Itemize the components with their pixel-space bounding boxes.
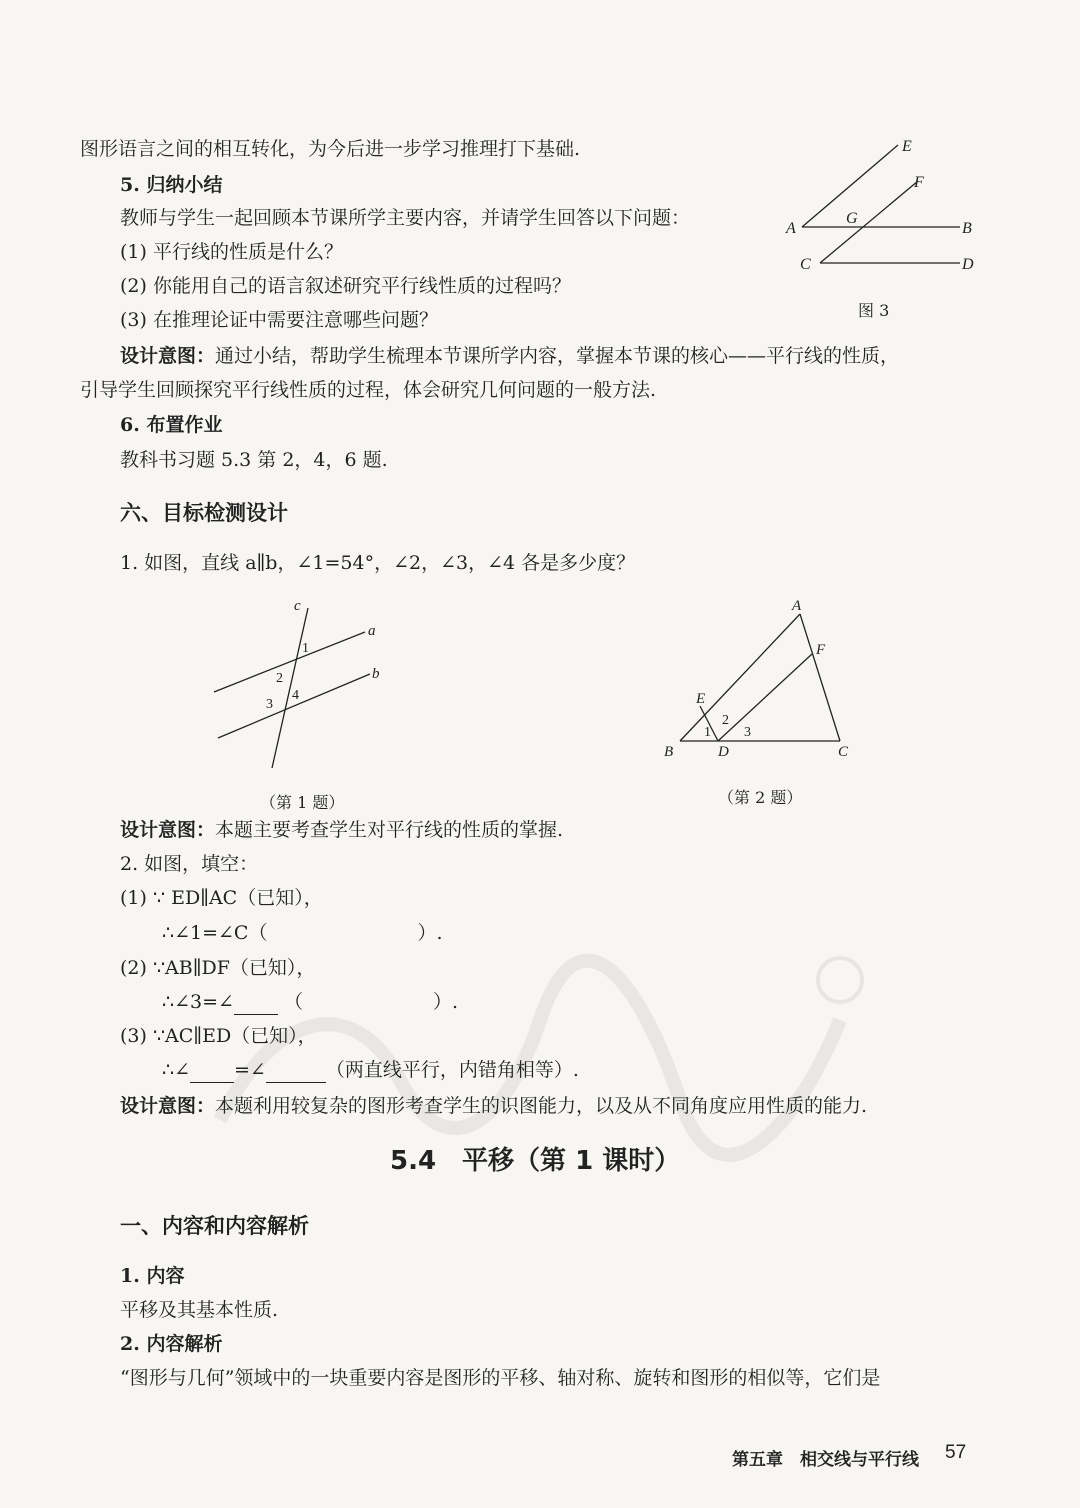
figure-q1-caption: （第 1 题）: [260, 793, 345, 812]
label-E: E: [696, 691, 706, 707]
analysis-heading: 2. 内容解析: [120, 1333, 223, 1355]
side-AB: [680, 614, 800, 741]
intent-text: 本题主要考查学生对平行线的性质的掌握.: [215, 819, 564, 841]
label-A: A: [792, 598, 802, 614]
content-text: 平移及其基本性质.: [120, 1299, 279, 1321]
q2-step1b: ∴∠1=∠C（ ）.: [162, 922, 443, 944]
label-G: G: [846, 210, 858, 227]
figure-3: [780, 135, 1000, 285]
intent-label: 设计意图：: [120, 1095, 216, 1117]
summary-heading: 5. 归纳小结: [120, 174, 223, 196]
page-number: 57: [945, 1442, 967, 1463]
line-a: [214, 632, 365, 692]
figure-q2-caption: （第 2 题）: [718, 788, 803, 807]
q2-step1a: (1) ∵ ED∥AC（已知），: [120, 887, 323, 909]
label-B: B: [664, 744, 674, 760]
figure-q2: [660, 596, 860, 766]
angle-3: 3: [744, 725, 751, 740]
intent-text: 本题利用较复杂的图形考查学生的识图能力，以及从不同角度应用性质的能力.: [215, 1095, 868, 1117]
angle-1: 1: [302, 641, 309, 656]
angle-1: 1: [704, 725, 711, 740]
analysis-text: “图形与几何”领域中的一块重要内容是图形的平移、轴对称、旋转和图形的相似等，它们是: [120, 1367, 881, 1389]
angle-4: 4: [292, 688, 299, 703]
figure-3-caption: 图 3: [858, 301, 890, 320]
label-E: E: [902, 138, 912, 155]
summary-question: (1) 平行线的性质是什么？: [120, 241, 343, 263]
label-B: B: [962, 220, 972, 237]
intent-label: 设计意图：: [120, 819, 216, 841]
summary-intent: [120, 343, 899, 369]
angle-3: 3: [266, 697, 273, 712]
section-1-heading: 一、内容和内容解析: [120, 1214, 309, 1238]
label-c: c: [294, 598, 301, 614]
q1-intent: [120, 817, 563, 843]
q2-step3b: ∴∠ =∠ （两直线平行，内错角相等）.: [162, 1059, 579, 1081]
lesson-title: 5.4 平移（第 1 课时）: [390, 1146, 681, 1176]
homework-heading: 6. 布置作业: [120, 414, 223, 436]
label-C: C: [800, 256, 811, 273]
label-A: A: [786, 220, 796, 237]
intent-label: 设计意图：: [120, 345, 216, 367]
line-CF: [820, 181, 918, 263]
q1-text: 1. 如图，直线 a∥b，∠1=54°，∠2，∠3，∠4 各是多少度？: [120, 552, 636, 574]
q2-step2a: (2) ∵AB∥DF（已知），: [120, 957, 316, 979]
angle-2: 2: [276, 671, 283, 686]
summary-intent-cont: 引导学生回顾探究平行线性质的过程，体会研究几何问题的一般方法.: [80, 379, 657, 401]
label-F: F: [914, 174, 924, 191]
line-b: [218, 674, 370, 738]
label-D: D: [718, 744, 729, 760]
label-C: C: [838, 744, 849, 760]
side-AC: [800, 614, 840, 741]
homework-text: 教科书习题 5.3 第 2，4，6 题.: [120, 449, 388, 471]
label-b: b: [372, 666, 380, 682]
angle-2: 2: [722, 713, 729, 728]
label-F: F: [816, 642, 826, 658]
label-D: D: [962, 256, 974, 273]
intent-text: 通过小结，帮助学生梳理本节课所学内容，掌握本节课的核心——平行线的性质，: [215, 345, 900, 367]
q2-step3a: (3) ∵AC∥ED（已知），: [120, 1025, 317, 1047]
figure-q1: [210, 598, 410, 773]
summary-lead: 教师与学生一起回顾本节课所学主要内容，并请学生回答以下问题：: [120, 207, 691, 229]
content-heading: 1. 内容: [120, 1265, 185, 1287]
line-c: [272, 608, 308, 768]
chapter-footer: 第五章 相交线与平行线: [732, 1450, 919, 1470]
q2-step2b: ∴∠3=∠ （ ）.: [162, 991, 459, 1013]
summary-question: (2) 你能用自己的语言叙述研究平行线性质的过程吗？: [120, 275, 571, 297]
segment-DF: [718, 654, 812, 741]
section-6-heading: 六、目标检测设计: [120, 501, 288, 525]
q2-text: 2. 如图，填空：: [120, 853, 259, 875]
intro-line: 图形语言之间的相互转化，为今后进一步学习推理打下基础.: [80, 138, 581, 160]
summary-question: (3) 在推理论证中需要注意哪些问题？: [120, 309, 438, 331]
label-a: a: [368, 623, 376, 639]
q2-intent: [120, 1093, 867, 1119]
